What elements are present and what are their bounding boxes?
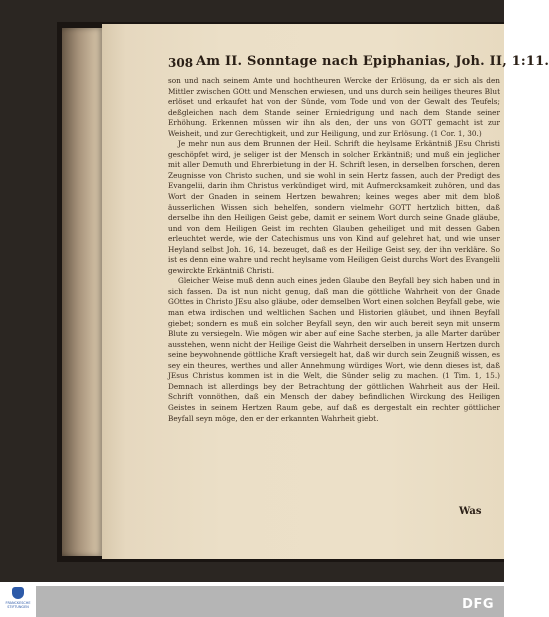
viewer-footer <box>0 582 504 617</box>
page-number: 308 <box>168 56 194 70</box>
body-text <box>168 76 500 424</box>
institution-logo[interactable] <box>4 586 32 613</box>
catchword: Was <box>459 506 482 517</box>
paragraph-1: son und nach seinem Amte und hochtheuren Wercke der Erlösung, da er sich als den Mittler zwischen GOtt und Menschen erwiesen, und uns durch sein heiliges theures Blut erlöset und erkaufet hat von der Sünde, vom Tode und von der Gewalt des Teufels; deßgleichen nach dem Stande seiner Erniedrigung und nach dem Stande seiner Erhöhung. Erkennen müssen wir ihn als den, der uns von GOTT gemacht ist zur Weisheit, und zur Gerechtigkeit, und zur Heiligung, und zur Erlösung. (1 Cor. 1, 30.) <box>168 76 500 138</box>
logo-text: FRANCKESCHE STIFTUNGEN <box>5 601 31 609</box>
dfg-logo[interactable]: DFG <box>462 597 494 612</box>
paragraph-2: Je mehr nun aus dem Brunnen der Heil. Schrift die heylsame Erkäntniß JEsu Christi geschöpfet wird, je seliger ist der Mensch in solcher Erkäntniß; und muß ein jeglicher mit aller Demuth und Ehrerbietung in der H. Schrift lesen, in derselben forschen, deren Zeugnisse von Christo suchen, und sie wohl in sein Hertz fassen, auch der Predigt des Evangelii, darin ihm Christus verkündiget wird, mit Aufmercksamkeit zuhören, und das Wort der Gnaden in seinem Hertzen bewahren; keines weges aber mit dem bloß äusserlichen Wissen sich behelfen, sondern vielmehr GOTT hertzlich bitten, daß derselbe ihn den Heiligen Geist gebe, damit er seinem Wort durch seine Gnade gläube, und von dem Heiligen Geist im rechten Glauben geheiliget und mit dessen Gaben erleuchtet werde, wie der Catechismus uns von Kind auf gelehret hat, und wie unser Heyland selbst Joh. 16, 14. bezeuget, daß es der Heilige Geist sey, der ihn verkläre. So ist es denn eine wahre und recht heylsame vom Heiligen Geist durchs Wort des Evangelii gewirckte Erkäntniß Christi. <box>168 139 500 275</box>
paragraph-3: Gleicher Weise muß denn auch eines jeden Glaube den Beyfall bey sich haben und in sich fassen. Da ist nun nicht genug, daß man die göttliche Wahrheit von der Gnade GOttes in Christo JEsu also gläube, oder demselben Wort einen solchen Beyfall gebe, wie man etwa irdischen und weltlichen Sachen und Historien gläubet, und ihnen Beyfall giebet; sondern es muß ein solcher Beyfall seyn, den wir auch bereit seyn mit unserm Blute zu versiegeln. Wie mögen wir aber auf eine Sache sterben, ja alle Marter darüber ausstehen, wenn nicht der Heilige Geist die Wahrheit derselben in unsern Hertzen durch seine beywohnende göttliche Kraft versiegelt hat, daß wir durch sein Zeugniß wissen, es sey ein theures, werthes und aller Annehmung würdiges Wort, wie denn dieses ist, daß JEsus Christus kommen ist in die Welt, die Sünder selig zu machen. (1 Tim. 1, 15.) Demnach ist allerdings bey der Betrachtung der göttlichen Wahrheit aus der Heil. Schrift vonnöthen, daß ein Mensch der dabey befindlichen Wirckung des Heiligen Geistes in seinem Hertzen Raum gebe, auf daß es dergestalt ein rechter göttlicher Beyfall seyn möge, den er der erkannten Wahrheit giebt. <box>168 276 500 423</box>
book-page-edges <box>62 28 104 556</box>
book-page <box>102 24 549 559</box>
running-head: Am II. Sonntage nach Epiphanias, Joh. II, 1:11. <box>196 54 549 69</box>
eagle-icon <box>12 587 24 599</box>
page-header <box>168 54 549 72</box>
footer-strip <box>36 586 504 617</box>
